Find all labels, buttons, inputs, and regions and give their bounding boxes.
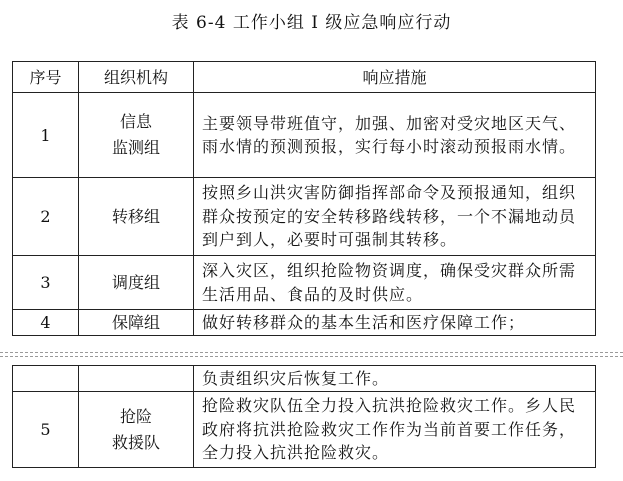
row-response-measures: 按照乡山洪灾害防御指挥部命令及预报通知，组织群众按预定的安全转移路线转移，一个不漏地动员到户到人，必要时可强制其转移。 <box>194 178 596 256</box>
header-organization: 组织机构 <box>79 62 194 93</box>
row-organization <box>79 93 194 178</box>
table-row <box>13 366 596 392</box>
org-name-line: 救援队 <box>111 432 160 452</box>
table-row <box>13 178 596 256</box>
row-serial-number: 5 <box>13 392 79 468</box>
row-serial-number: 1 <box>13 93 79 178</box>
table-row <box>13 256 596 310</box>
org-name-line: 信息 <box>119 112 152 131</box>
header-serial-number: 序号 <box>13 62 79 93</box>
org-name-line: 抢险 <box>119 406 152 426</box>
row-response-measures: 主要领导带班值守，加强、加密对受灾地区天气、雨水情的预测预报，实行每小时滚动预报雨水情。 <box>194 93 596 178</box>
header-response-measures: 响应措施 <box>194 62 596 93</box>
row-serial-number: 3 <box>13 256 79 310</box>
row-response-measures: 做好转移群众的基本生活和医疗保障工作； <box>194 310 596 336</box>
row-organization <box>79 366 194 392</box>
org-name-line: 监测组 <box>111 138 160 157</box>
page-break <box>0 352 623 358</box>
row-organization: 转移组 <box>79 178 194 256</box>
response-table-continued <box>12 365 596 468</box>
table-caption: 表 6-4 工作小组 Ⅰ 级应急响应行动 <box>171 13 452 33</box>
table-row <box>13 392 596 468</box>
table-row <box>13 310 596 336</box>
page-break-line <box>0 356 623 357</box>
row-serial-number <box>13 366 79 392</box>
table-row <box>13 93 596 178</box>
page-break-line <box>0 352 623 353</box>
response-table <box>12 61 596 336</box>
row-organization <box>79 392 194 468</box>
row-organization: 保障组 <box>79 310 194 336</box>
row-serial-number: 4 <box>13 310 79 336</box>
table-header-row <box>13 62 596 93</box>
row-organization: 调度组 <box>79 256 194 310</box>
row-response-measures: 抢险救灾队伍全力投入抗洪抢险救灾工作。乡人民政府将抗洪抢险救灾工作作为当前首要工作任务，全力投入抗洪抢险救灾。 <box>194 392 596 468</box>
row-response-measures: 负责组织灾后恢复工作。 <box>194 366 596 392</box>
row-response-measures: 深入灾区，组织抢险物资调度，确保受灾群众所需生活用品、食品的及时供应。 <box>194 256 596 310</box>
row-serial-number: 2 <box>13 178 79 256</box>
